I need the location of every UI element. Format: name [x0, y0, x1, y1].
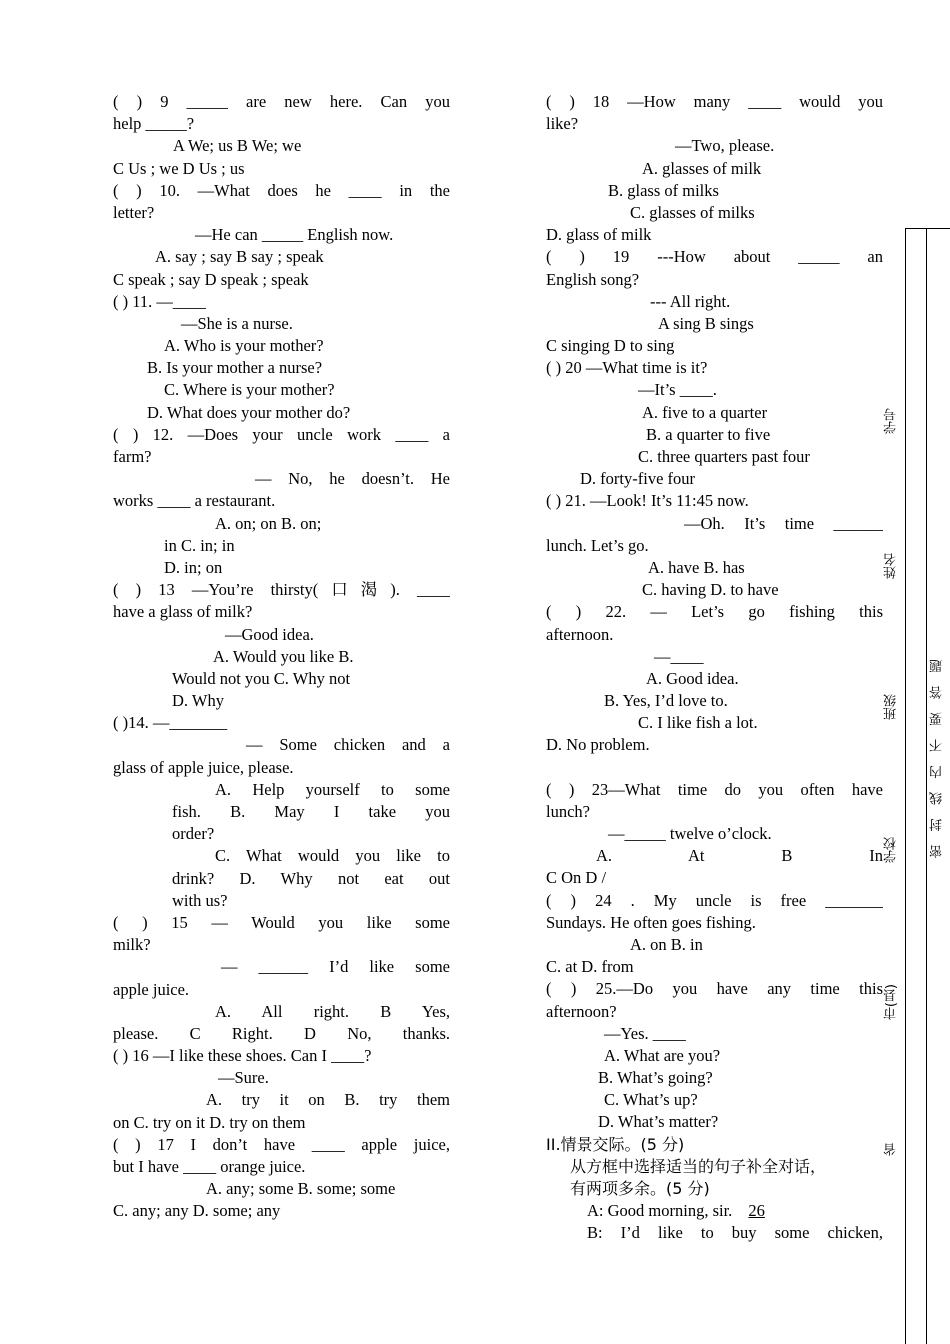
- q20-option-b: B. a quarter to five: [646, 424, 771, 444]
- q12-options-ab: A. on; on B. on;: [215, 513, 322, 533]
- q14-option-d-cont: with us?: [172, 890, 228, 910]
- q13-answer: —Good idea.: [225, 624, 314, 644]
- q12-options-bc: in C. in; in: [164, 535, 235, 555]
- q25-line2: afternoon?: [546, 1001, 617, 1021]
- q24-options-ab: A. on B. in: [630, 934, 703, 954]
- q25-option-c: C. What’s up?: [604, 1090, 698, 1110]
- q12-line2: farm?: [113, 447, 152, 466]
- q23-options-cd: C On D /: [546, 868, 607, 888]
- q19-line2: English song?: [546, 269, 640, 289]
- q13-options-bc: Would not you C. Why not: [172, 668, 351, 688]
- q16-options-bcd: on C. try on it D. try on them: [113, 1112, 306, 1132]
- q14-answer: — Some chicken and a: [246, 735, 450, 755]
- q22-option-c: C. I like fish a lot.: [638, 713, 758, 733]
- q18-option-c: C. glasses of milks: [630, 202, 755, 222]
- q12-answer: — No, he doesn’t. He: [255, 469, 450, 489]
- label-city: 市(县): [884, 984, 899, 1021]
- q25-option-d: D. What’s matter?: [598, 1112, 719, 1132]
- q11-option-b: B. Is your mother a nurse?: [147, 358, 323, 378]
- q14-line1: ( )14. —_______: [113, 713, 228, 733]
- q10-options-ab: A. say ; say B say ; speak: [155, 247, 324, 267]
- dialog-line-a: [546, 1200, 883, 1222]
- q15-answer: — ______ I’d like some: [221, 957, 450, 977]
- q18-option-b: B. glass of milks: [608, 180, 719, 200]
- blank-26: 26: [748, 1201, 765, 1221]
- q13-line2: have a glass of milk?: [113, 602, 253, 622]
- q15-answer-cont: apple juice.: [113, 979, 190, 999]
- q10-line1: ( ) 10. —What does he ____ in the: [113, 180, 450, 200]
- q11-option-a: A. Who is your mother?: [164, 336, 324, 356]
- q9-options-ab: A We; us B We; we: [173, 136, 302, 156]
- q18-line2: like?: [546, 114, 579, 134]
- section-ii-instruction-cont: 有两项多余。(5 分): [570, 1179, 710, 1198]
- q23-options-ab: A. At B In: [596, 846, 883, 866]
- q21-options-ab: A. have B. has: [648, 557, 745, 577]
- q10-answer: —He can _____ English now.: [195, 225, 394, 245]
- q10-line2: letter?: [113, 202, 155, 222]
- q24-options-cd: C. at D. from: [546, 957, 634, 977]
- q22-line2: afternoon.: [546, 624, 614, 644]
- binding-line-top: [905, 228, 950, 229]
- label-student-id: 学号: [884, 408, 899, 434]
- q24-line2: Sundays. He often goes fishing.: [546, 912, 756, 932]
- label-name: 姓名: [884, 553, 899, 579]
- q14-option-c-cont: drink? D. Why not eat out: [172, 868, 450, 888]
- left-column: [113, 91, 450, 1223]
- q22-option-d: D. No problem.: [546, 735, 650, 755]
- q12-answer-cont: works ____ a restaurant.: [113, 491, 276, 511]
- q18-line1: ( ) 18 —How many ____ would you: [546, 92, 883, 111]
- q11-answer: —She is a nurse.: [181, 313, 293, 333]
- q11-option-c: C. Where is your mother?: [164, 380, 335, 400]
- q16-line1: ( ) 16 —I like these shoes. Can I ____?: [113, 1046, 372, 1066]
- label-class: 班级: [884, 694, 899, 720]
- q10-options-cd: C speak ; say D speak ; speak: [113, 269, 309, 289]
- q20-answer: —It’s ____.: [638, 380, 717, 400]
- q20-line1: ( ) 20 —What time is it?: [546, 358, 708, 378]
- q22-option-a: A. Good idea.: [646, 668, 739, 688]
- q19-options-cd: C singing D to sing: [546, 336, 675, 356]
- right-column: [546, 91, 883, 1245]
- dialog-line-a-text: A: Good morning, sir.: [587, 1201, 733, 1221]
- q15-line2: milk?: [113, 935, 151, 955]
- q13-options-ab: A. Would you like B.: [213, 646, 354, 666]
- q17-options-ab: A. any; some B. some; some: [206, 1179, 396, 1199]
- q17-line2: but I have ____ orange juice.: [113, 1157, 306, 1176]
- seal-line-notice: 密封线内不要答题: [930, 646, 945, 858]
- q14-option-c: C. What would you like to: [215, 846, 450, 866]
- q13-line1: ( ) 13 —You’re thirsty(口渴). ____: [113, 580, 450, 600]
- q25-option-b: B. What’s going?: [598, 1068, 713, 1088]
- q21-answer: —Oh. It’s time ______: [684, 513, 883, 533]
- q17-line1: ( ) 17 I don’t have ____ apple juice,: [113, 1134, 450, 1154]
- q21-options-cd: C. having D. to have: [642, 580, 779, 600]
- binding-line-inner: [905, 228, 906, 1344]
- q25-line1: ( ) 25.—Do you have any time this: [546, 979, 883, 999]
- q21-answer-cont: lunch. Let’s go.: [546, 535, 649, 555]
- q15-options-ab: A. All right. B Yes,: [215, 1001, 450, 1021]
- q9-options-cd: C Us ; we D Us ; us: [113, 158, 245, 178]
- q9-line2: help _____?: [113, 114, 195, 134]
- q12-option-d: D. in; on: [164, 557, 223, 577]
- q12-line1: ( ) 12. —Does your uncle work ____ a: [113, 424, 450, 444]
- q11-line1: ( ) 11. —____: [113, 291, 206, 311]
- q20-option-a: A. five to a quarter: [642, 402, 768, 422]
- label-province: 省: [884, 1143, 899, 1156]
- q18-answer: —Two, please.: [675, 136, 775, 156]
- q14-option-a: A. Help yourself to some: [215, 779, 450, 799]
- q19-options-ab: A sing B sings: [658, 313, 754, 333]
- q16-answer: —Sure.: [218, 1068, 269, 1088]
- q14-answer-cont: glass of apple juice, please.: [113, 757, 294, 777]
- section-ii-instruction: 从方框中选择适当的句子补全对话，: [570, 1156, 827, 1176]
- q18-option-d: D. glass of milk: [546, 225, 652, 245]
- q16-options-ab: A. try it on B. try them: [206, 1090, 450, 1110]
- q15-options-bcd: please. C Right. D No, thanks.: [113, 1023, 450, 1043]
- q14-option-a-cont: fish. B. May I take you: [172, 802, 450, 821]
- q21-line1: ( ) 21. —Look! It’s 11:45 now.: [546, 491, 749, 511]
- q19-line1: ( ) 19 ---How about _____ an: [546, 247, 883, 267]
- q25-option-a: A. What are you?: [604, 1045, 721, 1065]
- q17-options-cd: C. any; any D. some; any: [113, 1201, 281, 1221]
- q23-line1: ( ) 23—What time do you often have: [546, 779, 883, 799]
- q14-option-b-cont: order?: [172, 824, 215, 844]
- q18-option-a: A. glasses of milk: [642, 158, 762, 178]
- q11-option-d: D. What does your mother do?: [147, 402, 351, 422]
- q9-line1: ( ) 9 _____ are new here. Can you: [113, 92, 450, 111]
- label-school: 学校: [884, 837, 899, 863]
- q24-line1: ( ) 24 . My uncle is free _______: [546, 890, 883, 910]
- q23-answer: —_____ twelve o’clock.: [608, 824, 772, 843]
- q13-option-d: D. Why: [172, 691, 224, 711]
- q15-line1: ( ) 15 — Would you like some: [113, 912, 450, 932]
- q22-answer: —____: [654, 646, 704, 666]
- q19-answer: --- All right.: [650, 291, 731, 311]
- q25-answer: —Yes. ____: [604, 1023, 686, 1043]
- q20-option-d: D. forty-five four: [580, 469, 696, 489]
- q22-option-b: B. Yes, I’d love to.: [604, 691, 728, 711]
- section-ii-title: II.情景交际。(5 分): [546, 1134, 685, 1154]
- q20-option-c: C. three quarters past four: [638, 447, 810, 466]
- q22-line1: ( ) 22. — Let’s go fishing this: [546, 602, 883, 622]
- dialog-line-b: B: I’d like to buy some chicken,: [587, 1223, 883, 1243]
- q23-line2: lunch?: [546, 801, 590, 821]
